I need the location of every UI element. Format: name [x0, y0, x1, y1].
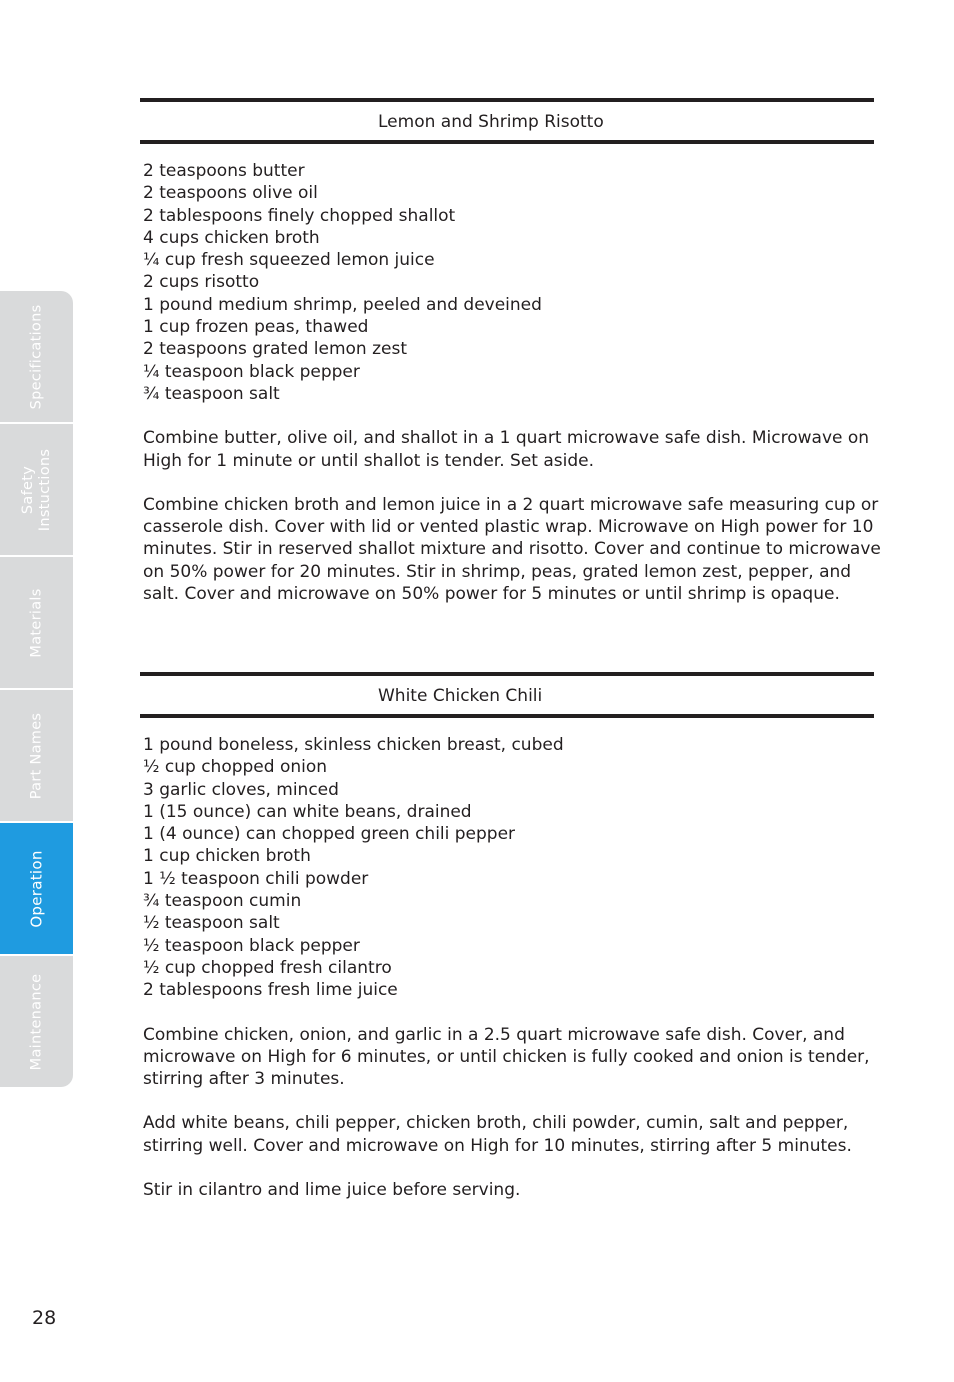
tab-label: Specifications: [28, 304, 44, 409]
instruction-step: Add white beans, chili pepper, chicken broth, chili powder, cumin, salt and pepper, stirring well. Cover and microwave on High for 10 minutes, stirring after 5 minutes.: [143, 1113, 852, 1156]
tab-label: Operation: [27, 849, 45, 928]
tab-maintenance[interactable]: [0, 956, 73, 1087]
ingredient-item: ½ cup chopped fresh cilantro: [143, 957, 392, 978]
ingredient-item: 2 teaspoons butter: [143, 161, 305, 181]
tab-label: Safety Instuctions: [19, 448, 53, 531]
ingredient-item: ½ teaspoon black pepper: [143, 935, 360, 956]
recipe-header: [140, 98, 874, 144]
ingredient-item: 1 cup chicken broth: [143, 846, 311, 867]
ingredient-item: 2 teaspoons grated lemon zest: [143, 339, 407, 360]
tab-part-names[interactable]: [0, 690, 73, 821]
ingredient-item: 4 cups chicken broth: [143, 227, 320, 248]
tab-specifications[interactable]: [0, 291, 73, 422]
ingredient-item: 3 garlic cloves, minced: [143, 779, 339, 800]
ingredient-item: ¼ cup fresh squeezed lemon juice: [143, 250, 435, 271]
instruction-step: Combine chicken, onion, and garlic in a 2.5 quart microwave safe dish. Cover, and microwave on High for 6 minutes, or until chicken is fully cooked and onion is tender, stirring after 3 minutes.: [143, 1024, 870, 1090]
section-tabs: [0, 291, 73, 1089]
instruction-step: Stir in cilantro and lime juice before serving.: [143, 1180, 521, 1201]
tab-operation[interactable]: [0, 823, 73, 954]
ingredient-item: ¼ teaspoon black pepper: [143, 361, 360, 382]
ingredient-item: ¾ teaspoon cumin: [143, 891, 302, 912]
ingredient-list: [140, 160, 874, 405]
ingredient-item: 2 cups risotto: [143, 272, 260, 293]
ingredient-item: ¾ teaspoon salt: [143, 383, 280, 404]
ingredient-item: ½ teaspoon salt: [143, 913, 280, 934]
ingredient-item: 2 tablespoons finely chopped shallot: [143, 205, 456, 226]
ingredient-item: ½ cup chopped onion: [143, 757, 328, 778]
tab-safety-instructions[interactable]: [0, 424, 73, 555]
tab-label: Materials: [28, 587, 44, 658]
ingredient-item: 1 cup frozen peas, thawed: [143, 317, 369, 338]
ingredient-item: 2 tablespoons fresh lime juice: [143, 980, 398, 1001]
recipe-lemon-shrimp-risotto: [140, 98, 881, 605]
recipe-title: Lemon and Shrimp Risotto: [378, 112, 604, 132]
recipe-title: White Chicken Chili: [378, 686, 543, 706]
recipe-white-chicken-chili: [140, 672, 874, 1201]
recipe-header: [140, 672, 874, 718]
instruction-step: Combine chicken broth and lemon juice in a 2 quart microwave safe measuring cup or casserole dish. Cover with lid or vented plastic wrap. Microwave on High power for 10 minutes. Stir in reserved shallot mixture and risotto. Cover and continue to microwave on 50% power for 20 minutes. Stir in shrimp, peas, grated lemon zest, pepper, and salt. Cover and microwave on 50% power for 5 minutes or until shrimp is opaque.: [143, 494, 881, 605]
tab-materials[interactable]: [0, 557, 73, 688]
ingredient-item: 1 ½ teaspoon chili powder: [143, 868, 369, 889]
ingredient-item: 1 pound boneless, skinless chicken breast, cubed: [143, 735, 564, 755]
tab-label: Maintenance: [28, 973, 44, 1070]
instruction-step: Combine butter, olive oil, and shallot in a 1 quart microwave safe dish. Microwave on High for 1 minute or until shallot is tender. Set aside.: [143, 428, 870, 471]
ingredient-item: 2 teaspoons olive oil: [143, 183, 318, 204]
ingredient-item: 1 (15 ounce) can white beans, drained: [143, 801, 472, 822]
ingredient-item: 1 pound medium shrimp, peeled and deveined: [143, 294, 542, 315]
tab-label: Part Names: [28, 712, 44, 799]
page-number: 28: [32, 1307, 57, 1329]
ingredient-list: [140, 734, 874, 1002]
ingredient-item: 1 (4 ounce) can chopped green chili pepper: [143, 824, 516, 845]
